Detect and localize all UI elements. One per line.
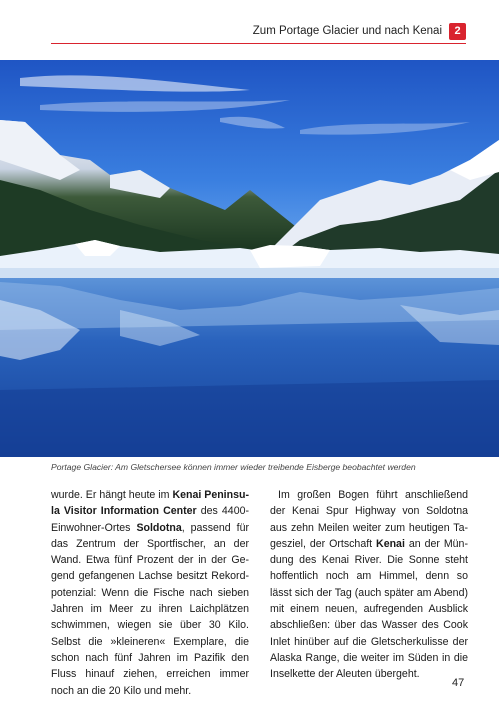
photo-caption: Portage Glacier: Am Gletschersee können immer wieder treibende Eisberge beobachtet werden <box>51 462 416 472</box>
bold-place-name: Kenai <box>376 537 405 550</box>
page-number: 47 <box>452 677 465 689</box>
glacier-lake-photo <box>0 60 499 457</box>
chapter-title: Zum Portage Glacier und nach Kenai <box>252 25 442 37</box>
running-header <box>51 22 466 42</box>
bold-place-name: Kenai Peninsula Visitor Information Center <box>51 489 249 518</box>
body-column-right <box>270 487 468 683</box>
header-divider <box>51 43 466 44</box>
body-column-left <box>51 487 249 699</box>
bold-place-name: Soldotna <box>136 521 182 534</box>
body-text: an der Mündung des Kenai River. Die Sonne steht hoffentlich noch am Himmel, denn so lässt sich der Tag (auch später am Abend) mit einem neuen, aufregenden Ausblick abschließen: über das Wasser des Cook Inlet hinüber auf die Gletscherkulisse der Alaska Range, die weiter im Süden in die Inselkette der Aleuten übergeht. <box>270 537 468 681</box>
body-text: , passend für das Zentrum der Sportfischer, an der Wand. Etwa fünf Prozent der in der Gegend gefangenen Lachse besitzt Rekordpotenzial: Wenn die Fische nach sieben Jahren im Meer zu ihren Laichplätzen schwimmen, wiegen sie über 30 Kilo. Selbst die »kleineren« Exemplare, die schon nach fünf Jahren im Pazifik den Fluss hinauf ziehen, erreichen immer noch an die 20 Kilo und mehr. <box>51 521 250 697</box>
body-text: wurde. Er hängt heute im <box>51 489 173 501</box>
body-text: Im großen Bogen führt anschließend der Kenai Spur Highway von Soldotna aus zehn Meilen weiter zum heutigen Tagesziel, der Ortschaft <box>270 489 468 550</box>
chapter-number-badge: 2 <box>449 23 466 40</box>
body-text: des 4400-Einwohner-Ortes <box>51 505 250 534</box>
